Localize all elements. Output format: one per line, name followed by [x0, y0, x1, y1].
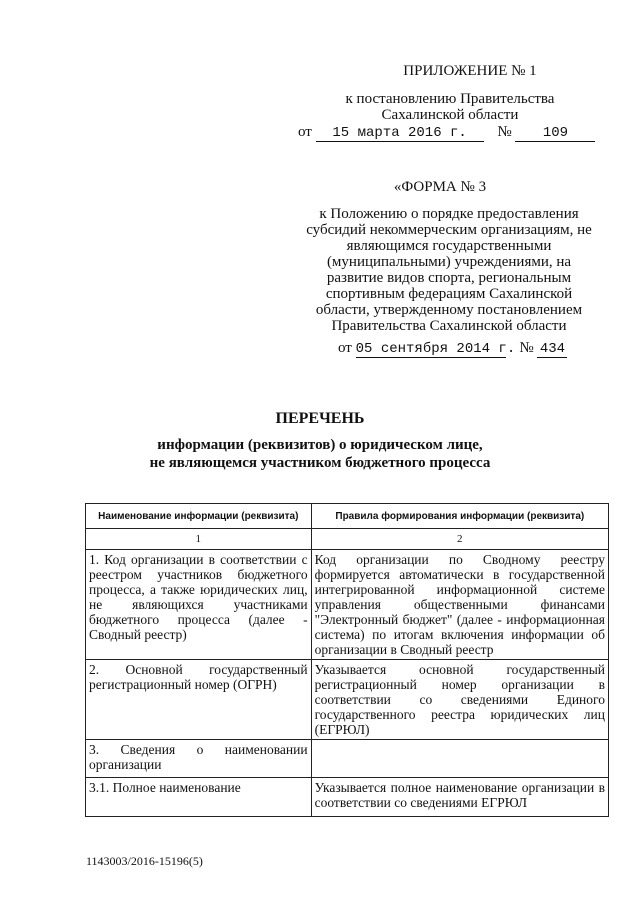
form-number-label: №	[519, 340, 534, 356]
number-label: №	[497, 124, 512, 140]
header-resolution	[300, 91, 600, 123]
row-rule: Код организации по Сводному реестру формируется автоматически в государственной интегрированной информационной системе управления общественными финансами "Электронный бюджет" (далее - информационная система) по итогам включения информации об организации в Сводный реестр	[311, 550, 608, 660]
document-code: 1143003/2016-15196(5)	[86, 854, 203, 868]
form-date: 05 сентября 2014 г.	[355, 341, 516, 357]
document-subtitle-2: не являющемся участником бюджетного процесса	[149, 455, 491, 471]
table-row	[86, 778, 609, 817]
table-row	[86, 740, 609, 778]
form-line: Правительства Сахалинской области	[331, 318, 567, 334]
column-number: 2	[311, 529, 608, 550]
row-name: 1. Код организации в соответствии с реестром участников бюджетного процесса, а также юридических лиц, не являющихся участниками бюджетного процесса (далее - Сводный реестр)	[86, 550, 312, 660]
resolution-date: 15 марта 2016 г.	[316, 125, 484, 142]
header-resolution-line: к постановлению Правительства	[345, 91, 555, 107]
row-rule	[311, 740, 608, 778]
form-line: развитие видов спорта, региональным	[326, 270, 572, 286]
form-title: «ФОРМА № 3	[393, 179, 487, 195]
form-date-line	[338, 340, 567, 358]
row-rule: Указывается полное наименование организации в соответствии со сведениями ЕГРЮЛ	[311, 778, 608, 817]
table-row	[86, 660, 609, 740]
form-line: области, утвержденному постановлением	[315, 302, 583, 318]
row-name: 3. Сведения о наименовании организации	[86, 740, 312, 778]
form-line: спортивным федерациям Сахалинской	[325, 286, 573, 302]
table-header-row	[86, 504, 609, 529]
form-number: 434	[537, 341, 567, 358]
form-from-label: от	[338, 340, 352, 356]
requisites-table	[85, 503, 609, 817]
from-label: от	[298, 124, 312, 140]
row-rule: Указывается основной государственный регистрационный номер организации в соответствии со сведениями Единого государственного реестра юридических лиц (ЕГРЮЛ)	[311, 660, 608, 740]
form-line: субсидий некоммерческим организациям, не	[306, 222, 592, 238]
header-region-line: Сахалинской области	[381, 107, 519, 123]
row-name: 2. Основной государственный регистрационный номер (ОГРН)	[86, 660, 312, 740]
column-header-name: Наименование информации (реквизита)	[86, 504, 312, 529]
appendix-title: ПРИЛОЖЕНИЕ № 1	[403, 63, 537, 79]
document-subtitle-1: информации (реквизитов) о юридическом лице,	[157, 437, 483, 453]
form-line: (муниципальными) учреждениями, на	[326, 254, 572, 270]
form-line: к Положению о порядке предоставления	[319, 206, 579, 222]
row-name: 3.1. Полное наименование	[86, 778, 312, 817]
column-header-rule: Правила формирования информации (реквизита)	[311, 504, 608, 529]
table-row	[86, 550, 609, 660]
header-date-line	[298, 124, 595, 142]
form-line: являющимся государственными	[346, 238, 552, 254]
resolution-number: 109	[515, 125, 595, 142]
column-number: 1	[86, 529, 312, 550]
form-description	[296, 206, 602, 334]
document-title: ПЕРЕЧЕНЬ	[275, 410, 365, 427]
table-number-row	[86, 529, 609, 550]
